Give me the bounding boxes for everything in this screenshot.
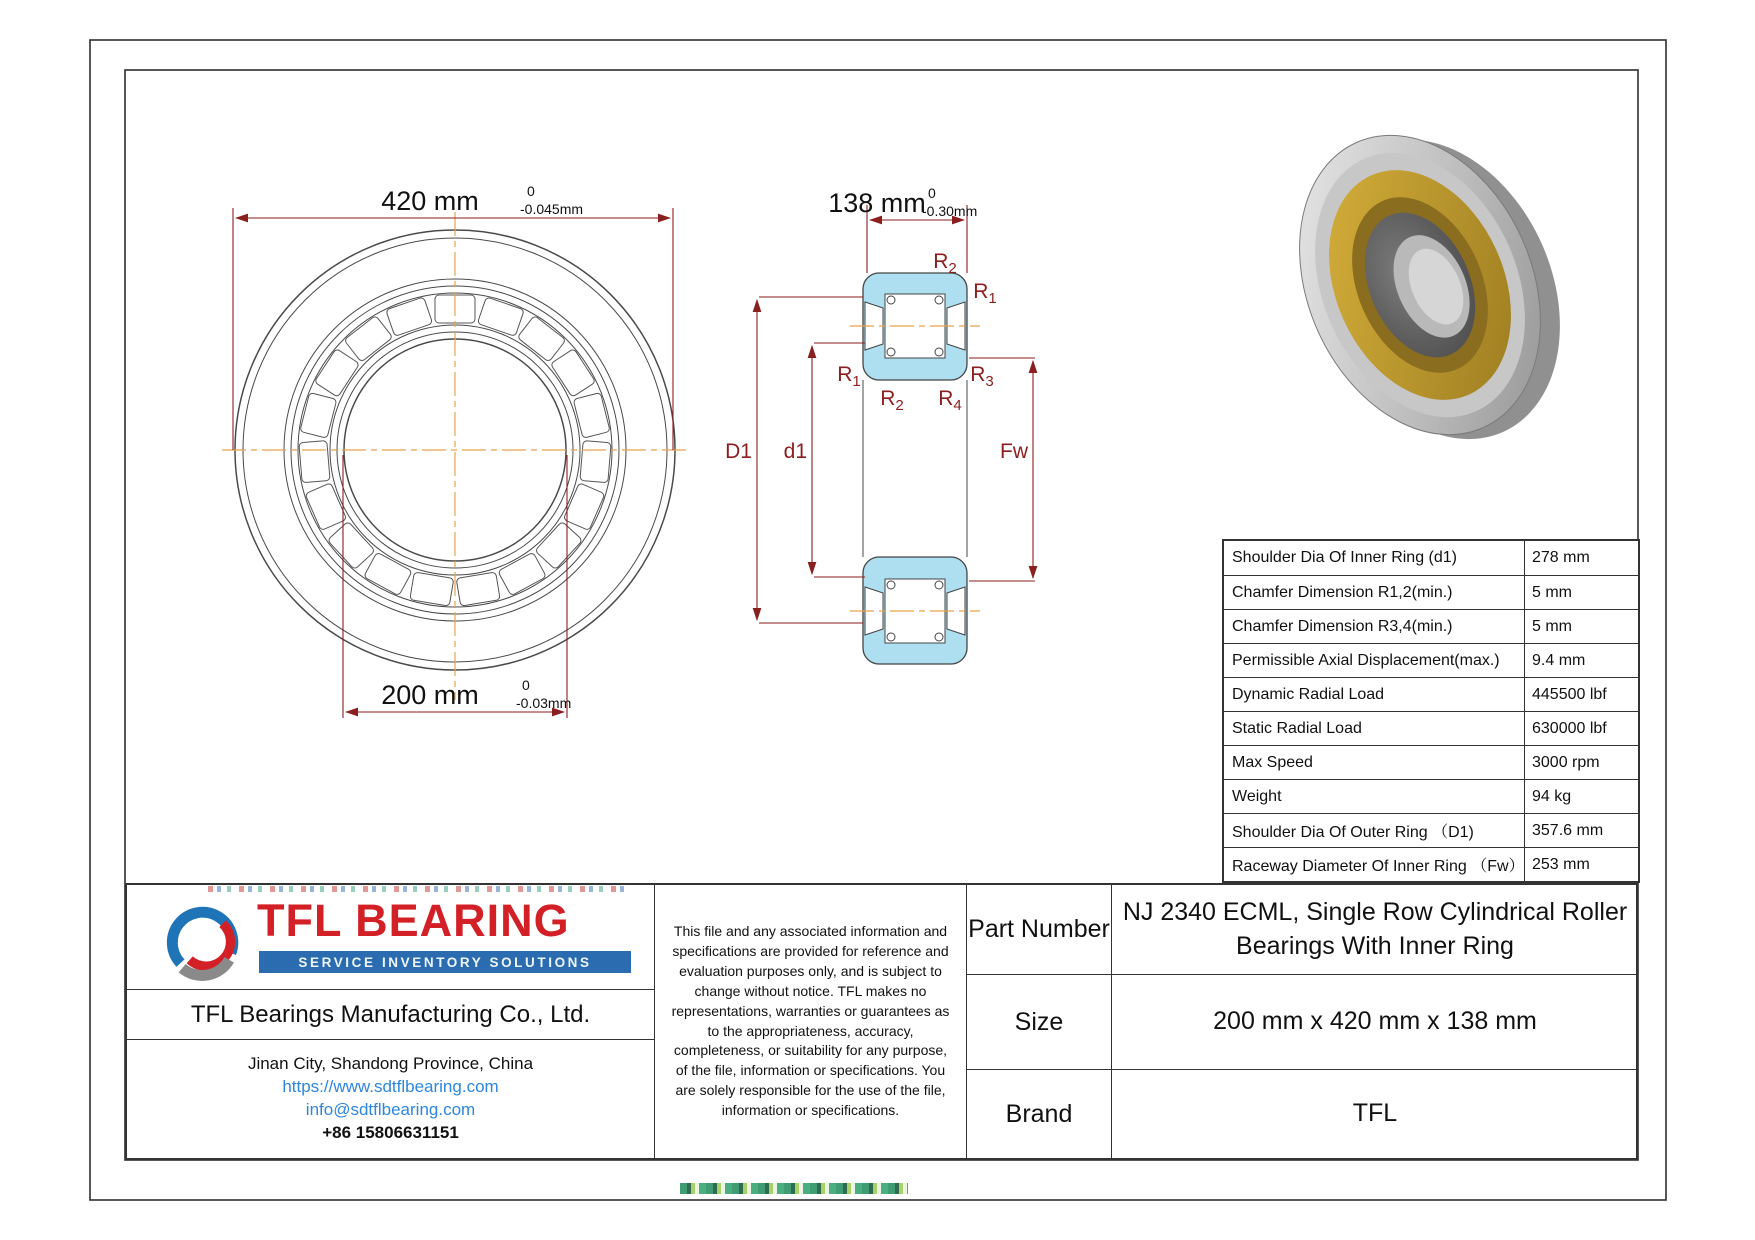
spec-value: 5 mm — [1532, 617, 1572, 635]
label-R2-top: $R_2$ — [933, 250, 957, 277]
field-value-part-number: NJ 2340 ECML, Single Row Cylindrical Roller Bearings With Inner Ring — [1112, 885, 1638, 975]
disclaimer-text: This file and any associated information and specifications are provided for reference and evaluation purposes only, and is subject to change without notice. TFL makes no representations, warranties or guarantees as to the appropriateness, accuracy, completeness, or suitability for any purpose, of the file, information or specifications. You are solely responsible for the use of the file, information or specifications. — [671, 923, 950, 1118]
spec-value: 9.4 mm — [1532, 651, 1586, 669]
field-value-brand: TFL — [1352, 1099, 1398, 1128]
dim-outer-tol-top: 0 — [527, 183, 535, 199]
table-row — [1224, 745, 1638, 779]
spec-value: 5 mm — [1532, 583, 1572, 601]
disclaimer-cell — [655, 885, 967, 1158]
dim-outer-tol-bot: -0.045mm — [520, 201, 584, 217]
spec-label: Dynamic Radial Load — [1224, 678, 1525, 711]
company-name: TFL Bearings Manufacturing Co., Ltd. — [190, 1000, 591, 1028]
dim-bore-value: 200 mm — [381, 680, 479, 710]
spec-value: 3000 rpm — [1532, 753, 1600, 771]
logo-tagline: SERVICE INVENTORY SOLUTIONS — [259, 951, 631, 973]
spec-table — [1222, 539, 1640, 883]
spec-value: 94 kg — [1532, 787, 1572, 805]
company-address: Jinan City, Shandong Province, China — [247, 1054, 534, 1073]
spec-label: Permissible Axial Displacement(max.) — [1224, 644, 1525, 677]
title-block — [125, 883, 1638, 1160]
field-label-brand: Brand — [967, 1070, 1112, 1158]
logo-cell — [127, 885, 655, 990]
spec-value: 278 mm — [1532, 549, 1590, 566]
table-row — [1224, 609, 1638, 643]
field-value-size: 200 mm x 420 mm x 138 mm — [1112, 975, 1638, 1070]
artifact-strip-bottom — [680, 1183, 908, 1194]
phone-number: +86 15806631151 — [322, 1123, 459, 1142]
field-label-size: Size — [967, 975, 1112, 1070]
company-cell — [127, 990, 655, 1040]
spec-label: Shoulder Dia Of Inner Ring (d1) — [1224, 541, 1525, 575]
spec-label: Chamfer Dimension R3,4(min.) — [1224, 610, 1525, 643]
label-R1-left: $R_1$ — [837, 363, 861, 390]
table-row — [1224, 575, 1638, 609]
table-row — [1224, 779, 1638, 813]
spec-value: 357.6 mm — [1532, 821, 1604, 839]
dim-bore-tol-bot: -0.03mm — [516, 695, 572, 711]
email-link[interactable]: info@sdtflbearing.com — [305, 1100, 476, 1119]
spec-value: 630000 lbf — [1532, 719, 1607, 737]
table-row — [1224, 711, 1638, 745]
front-view — [222, 212, 688, 700]
website-link[interactable]: https://www.sdtflbearing.com — [282, 1077, 499, 1096]
field-label-part-number: Part Number — [967, 885, 1112, 975]
label-R3: $R_3$ — [970, 363, 994, 390]
dim-width-tol-top: 0 — [928, 185, 936, 201]
contact-cell — [127, 1040, 655, 1158]
dim-outer-value: 420 mm — [381, 186, 479, 216]
spec-label: Chamfer Dimension R1,2(min.) — [1224, 576, 1525, 609]
label-D1: D1 — [725, 440, 752, 463]
table-row — [1224, 643, 1638, 677]
dimension-Fw — [969, 358, 1035, 581]
table-row — [1224, 813, 1638, 847]
spec-label: Max Speed — [1224, 746, 1525, 779]
dim-width-value: 138 mm — [828, 188, 926, 218]
spec-value: 445500 lbf — [1532, 685, 1607, 703]
logo-title: TFL BEARING — [257, 895, 570, 946]
table-row — [1224, 847, 1638, 881]
dim-bore-tol-top: 0 — [522, 677, 530, 693]
label-R2-bottom: $R_2$ — [880, 387, 904, 414]
spec-label: Weight — [1224, 780, 1525, 813]
spec-label: Shoulder Dia Of Outer Ring （D1) — [1224, 814, 1525, 847]
spec-label: Static Radial Load — [1224, 712, 1525, 745]
spec-label: Raceway Diameter Of Inner Ring （Fw） — [1224, 848, 1525, 881]
label-Fw: Fw — [1000, 440, 1028, 463]
spec-value: 253 mm — [1532, 855, 1590, 873]
label-R4: $R_4$ — [938, 387, 962, 414]
table-row — [1224, 677, 1638, 711]
section-view — [850, 273, 980, 664]
table-row — [1224, 541, 1638, 575]
tfl-logo-icon — [160, 901, 248, 985]
bearing-photo — [1254, 90, 1605, 484]
label-d1: d1 — [783, 440, 807, 463]
label-R1-right: $R_1$ — [973, 280, 997, 307]
artifact-strip-top — [208, 886, 628, 892]
dim-width-tol-bot: -0.30mm — [922, 203, 978, 219]
